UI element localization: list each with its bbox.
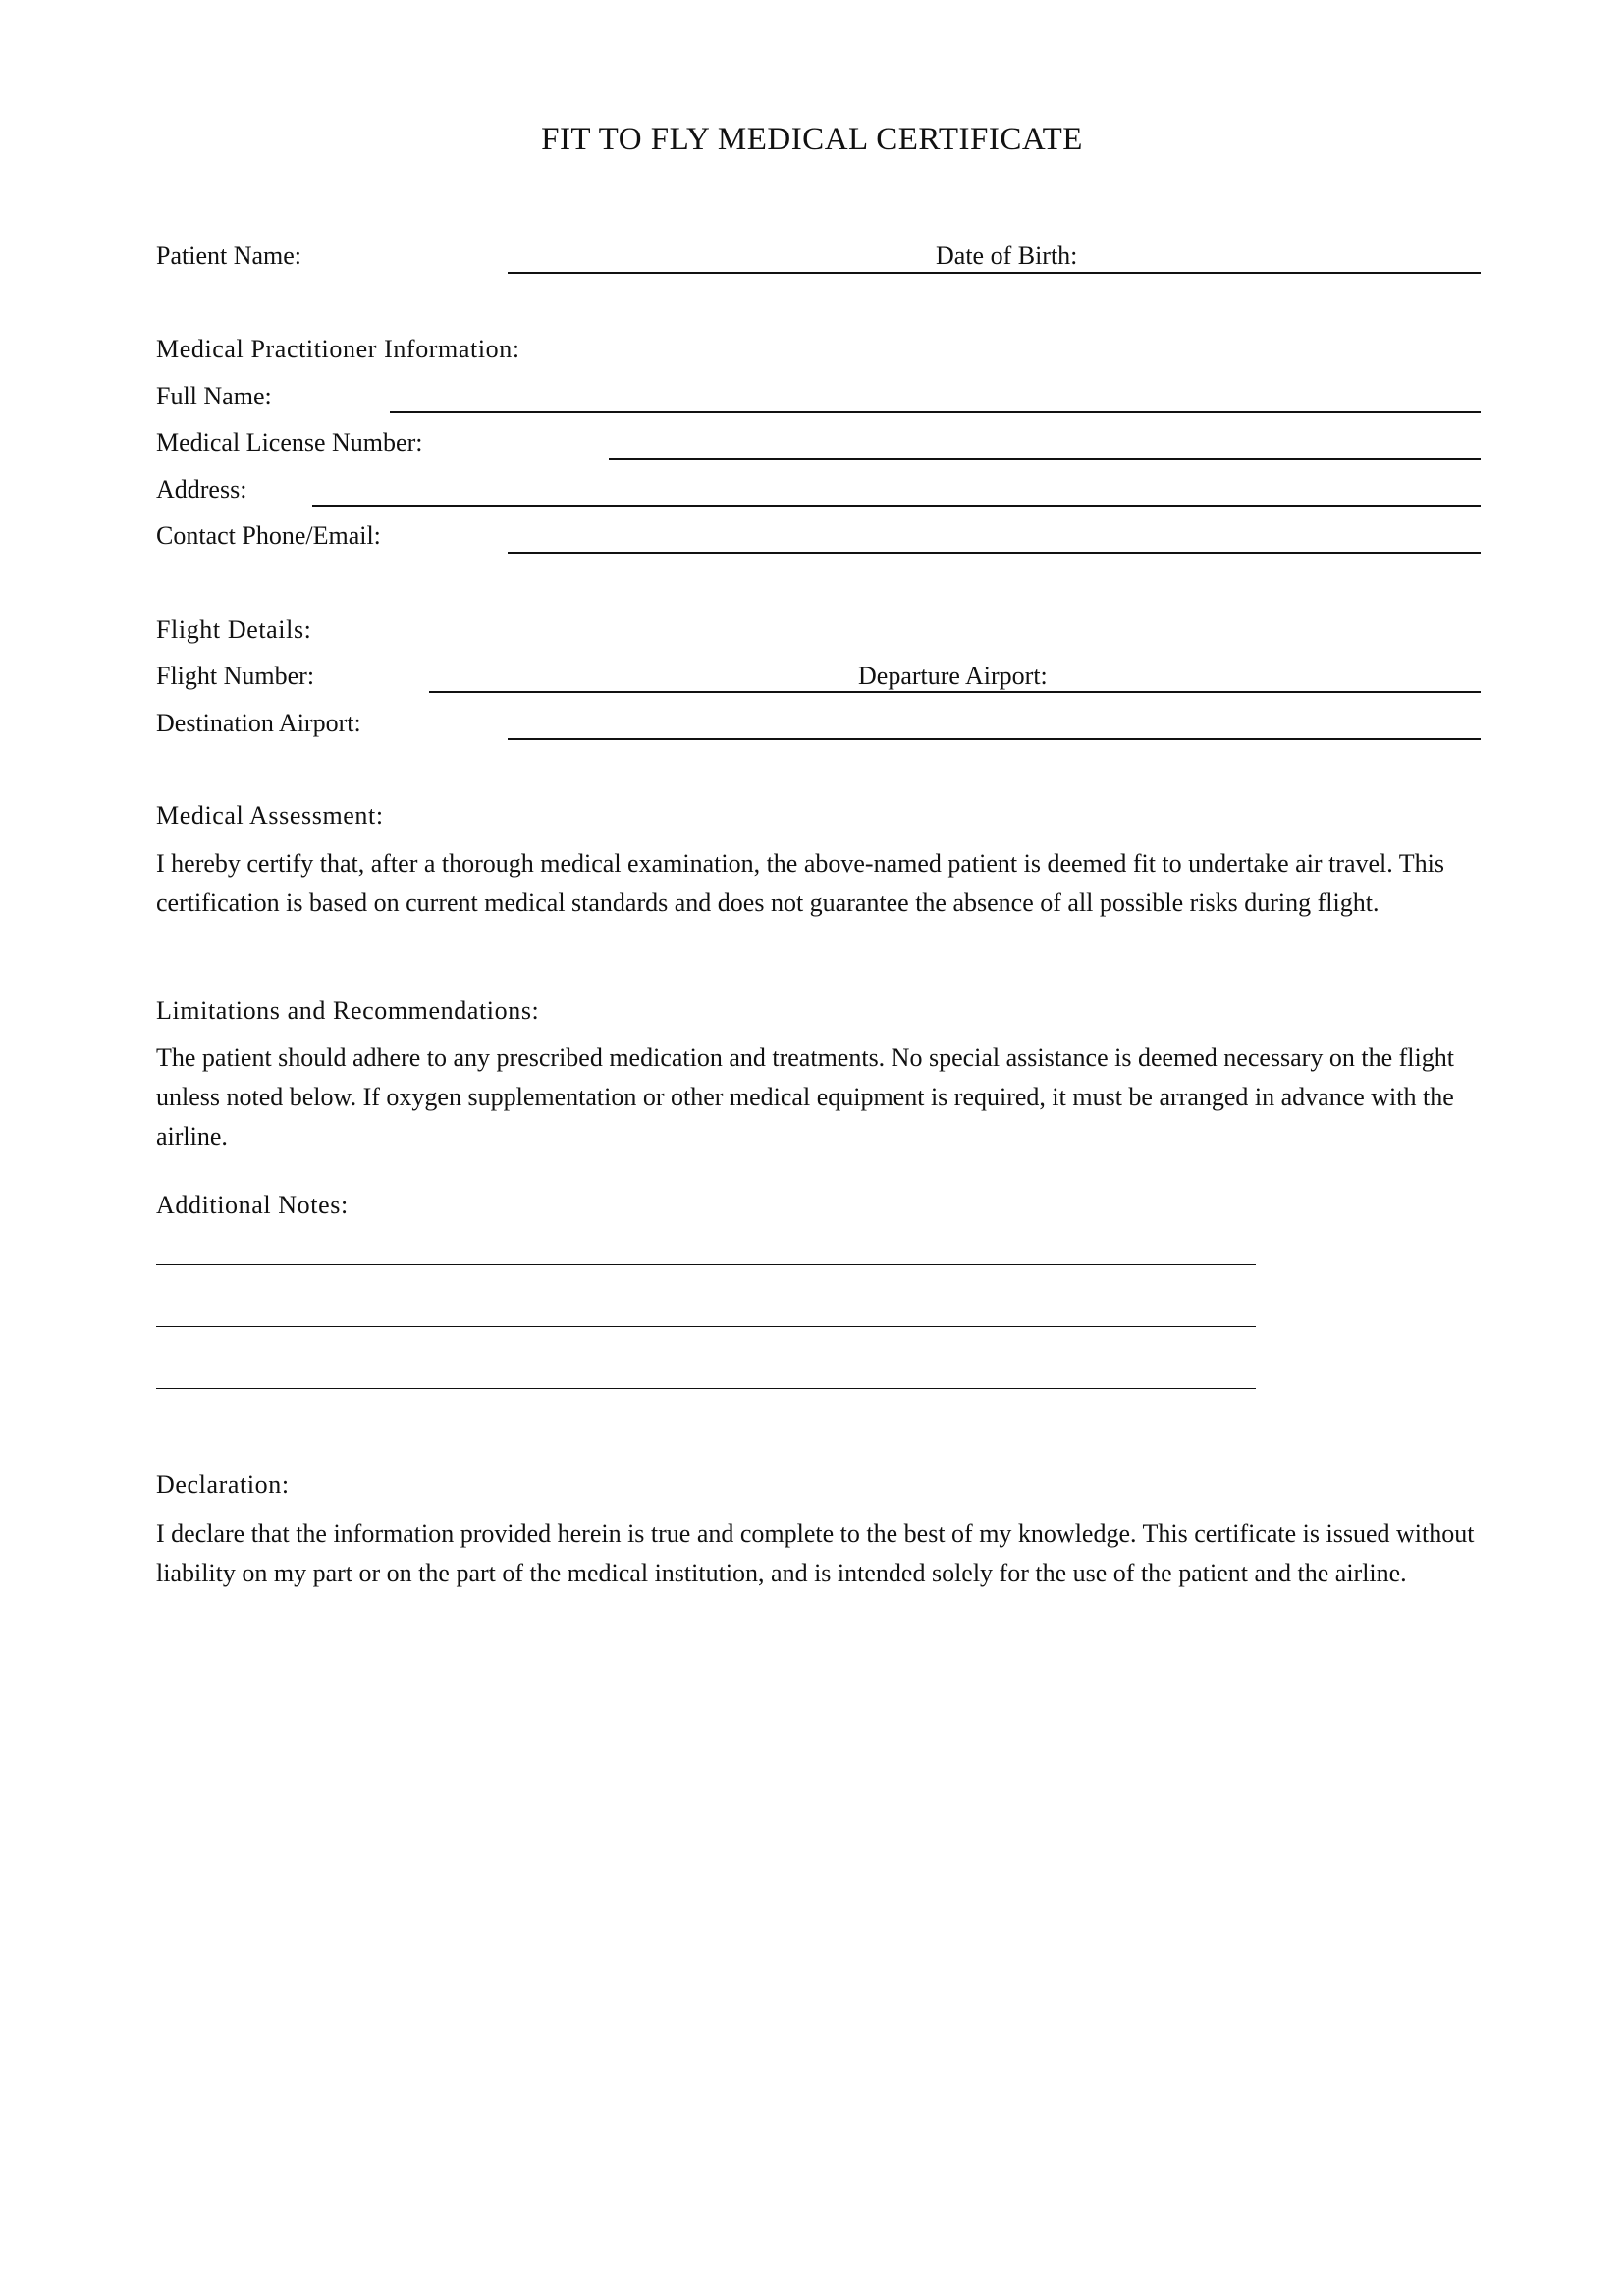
notes-heading: Additional Notes:: [156, 1191, 349, 1219]
practitioner-heading: Medical Practitioner Information:: [156, 335, 520, 363]
patient-name-label: Patient Name:: [156, 241, 302, 270]
flight-number-label: Flight Number:: [156, 662, 315, 690]
address-field[interactable]: [312, 505, 1481, 507]
flight-details-heading: Flight Details:: [156, 615, 312, 644]
notes-line-3[interactable]: [156, 1388, 1256, 1389]
notes-line-2[interactable]: [156, 1326, 1256, 1327]
destination-airport-label: Destination Airport:: [156, 709, 361, 737]
contact-field[interactable]: [508, 552, 1481, 554]
address-label: Address:: [156, 475, 247, 504]
license-number-label: Medical License Number:: [156, 428, 423, 456]
destination-airport-field[interactable]: [508, 738, 1481, 740]
full-name-label: Full Name:: [156, 382, 272, 410]
assessment-heading: Medical Assessment:: [156, 801, 384, 829]
limitations-text: The patient should adhere to any prescribed medication and treatments. No special assistance is deemed necessary on the flight unless noted below. If oxygen supplementation or other medical equipment is required, it must be arranged in advance with the airline.: [156, 1043, 1454, 1150]
assessment-text: I hereby certify that, after a thorough medical examination, the above-named patient is deemed fit to undertake air travel. This certification is based on current medical standards and does not guarantee the absence of all possible risks during flight.: [156, 849, 1445, 917]
date-of-birth-label: Date of Birth:: [936, 241, 1078, 270]
flight-number-field[interactable]: [429, 691, 1481, 693]
page-title: FIT TO FLY MEDICAL CERTIFICATE: [541, 122, 1083, 157]
departure-airport-label: Departure Airport:: [858, 662, 1048, 690]
limitations-heading: Limitations and Recommendations:: [156, 996, 540, 1025]
notes-line-1[interactable]: [156, 1264, 1256, 1265]
contact-label: Contact Phone/Email:: [156, 521, 381, 550]
full-name-field[interactable]: [390, 411, 1481, 413]
declaration-heading: Declaration:: [156, 1470, 290, 1499]
declaration-text: I declare that the information provided herein is true and complete to the best of my knowledge. This certificate is issued without liability on my part or on the part of the medical institution, and is intended solely for the use of the patient and the airline.: [156, 1520, 1475, 1587]
patient-name-field[interactable]: [508, 272, 1481, 274]
license-number-field[interactable]: [609, 458, 1481, 460]
